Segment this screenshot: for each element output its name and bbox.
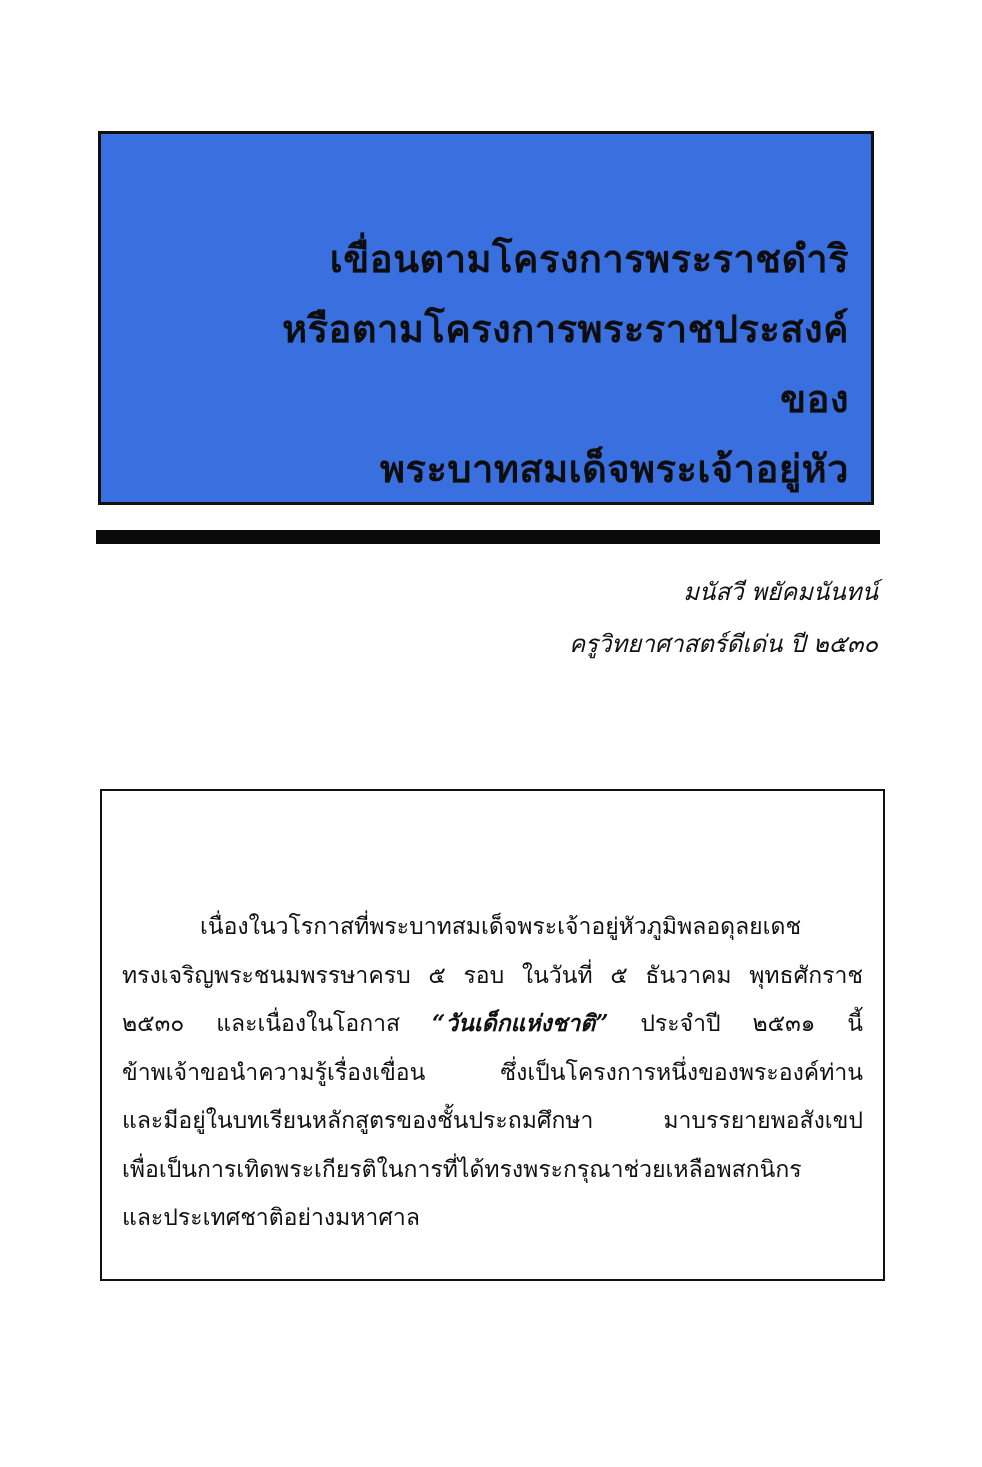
- divider-bar: [96, 530, 880, 544]
- title-line-3: ของ: [780, 377, 849, 421]
- author-credential: ครูวิทยาศาสตร์ดีเด่น ปี ๒๕๓๐: [569, 630, 878, 658]
- title-line-1: เขื่อนตามโครงการพระราชดำริ: [329, 237, 849, 281]
- author-block: [569, 566, 878, 670]
- title-banner: [98, 131, 874, 505]
- intro-line-2: ทรงเจริญพระชนมพรรษาครบ ๕ รอบ ในวันที่ ๕ ธันวาคม พุทธศักราช: [122, 962, 863, 989]
- author-name: มนัสวี พยัคมนันทน์: [683, 578, 878, 606]
- intro-line-4: ข้าพเจ้าขอนำความรู้เรื่องเขื่อน ซึ่งเป็นโครงการหนึ่งของพระองค์ท่าน: [122, 1059, 863, 1086]
- intro-box: [100, 789, 885, 1281]
- intro-paragraph: [122, 903, 863, 1243]
- intro-line-3: [122, 1000, 863, 1049]
- intro-line-3-post: ประจำปี ๒๕๓๑ นี้: [608, 1011, 863, 1037]
- title-line-4: พระบาทสมเด็จพระเจ้าอยู่หัว: [380, 447, 849, 491]
- intro-line-1: เนื่องในวโรกาสที่พระบาทสมเด็จพระเจ้าอยู่หัวภูมิพลอดุลยเดช: [200, 914, 802, 940]
- intro-line-5: และมีอยู่ในบทเรียนหลักสูตรของชั้นประถมศึกษา มาบรรยายพอสังเขป: [122, 1108, 863, 1134]
- childrens-day-phrase: “วันเด็กแห่งชาติ”: [431, 1010, 609, 1037]
- title-lines: [282, 224, 849, 504]
- intro-line-7: และประเทศชาติอย่างมหาศาล: [122, 1205, 420, 1231]
- intro-line-6: เพื่อเป็นการเทิดพระเกียรติในการที่ได้ทรงพระกรุณาช่วยเหลือพสกนิกร: [122, 1156, 802, 1183]
- title-line-2: หรือตามโครงการพระราชประสงค์: [282, 307, 849, 351]
- intro-line-3-pre: ๒๕๓๐ และเนื่องในโอกาส: [122, 1011, 432, 1037]
